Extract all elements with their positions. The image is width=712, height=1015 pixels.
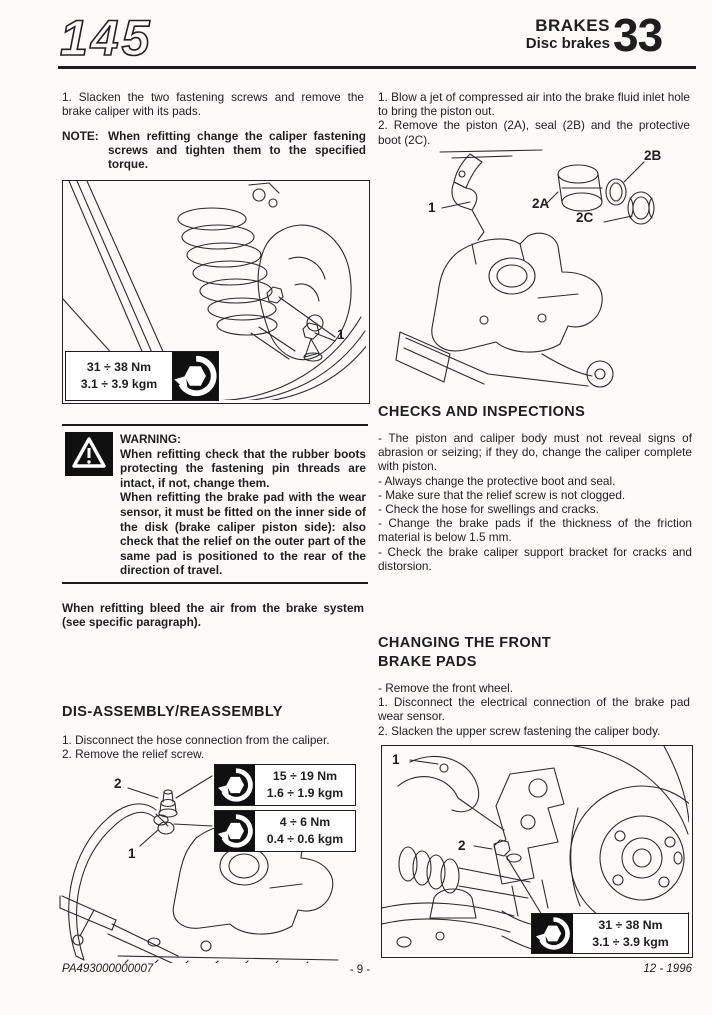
warning-paragraph-1: When refitting check that the rubber boots protecting the fastening pin threads are intact, if not, change them.	[120, 446, 366, 490]
pads-step: 1. Disconnect the electrical connection of the brake pad wear sensor.	[378, 695, 690, 724]
disassembly-step-1: 1. Disconnect the hose connection from the caliper.	[62, 733, 330, 747]
check-item: - Always change the protective boot and seal.	[378, 473, 616, 488]
torque-wrench-icon	[215, 765, 255, 805]
callout-2c: 2C	[576, 210, 594, 225]
torque-wrench-icon	[532, 914, 573, 953]
callout-1: 1	[392, 752, 400, 767]
edition-date: 12 - 1996	[643, 963, 692, 975]
torque-kgm: 3.1 ÷ 3.9 kgm	[592, 934, 669, 949]
figure-piston-seal-boot	[392, 148, 692, 395]
disassembly-heading: DIS-ASSEMBLY/REASSEMBLY	[62, 704, 283, 720]
callout-2b: 2B	[644, 148, 662, 163]
torque-box-caliper-body	[531, 913, 689, 954]
note-block	[62, 129, 366, 172]
section-subtitle: Disc brakes	[525, 35, 610, 52]
logo-145-text: 145	[60, 10, 153, 66]
note-text: When refitting change the caliper fastening screws and tighten them to the specified torque.	[108, 129, 366, 172]
torque-nm: 4 ÷ 6 Nm	[279, 815, 331, 829]
page-number: - 9 -	[349, 964, 371, 976]
torque-box-caliper-screws	[65, 351, 219, 401]
torque-kgm: 0.4 ÷ 0.6 kgm	[266, 832, 344, 846]
callout-1: 1	[428, 200, 436, 215]
warning-label: WARNING:	[120, 432, 181, 446]
piston-exploded-illustration	[392, 148, 692, 395]
pads-heading: CHANGING THE FRONT BRAKE PADS	[378, 635, 552, 670]
torque-nm: 31 ÷ 38 Nm	[86, 360, 152, 374]
warning-triangle-icon	[65, 432, 113, 476]
torque-kgm: 1.6 ÷ 1.9 kgm	[266, 786, 344, 800]
callout-1: 1	[337, 327, 345, 342]
bleed-note: When refitting bleed the air from the brake system (see specific paragraph).	[62, 601, 364, 630]
section-number: 33	[613, 9, 663, 61]
header-titles	[420, 16, 610, 53]
warning-block	[62, 424, 368, 584]
check-item: - Change the brake pads if the thickness of the friction material is below 1.5 mm.	[378, 516, 692, 545]
header-rule	[58, 66, 696, 69]
step-remove-caliper: 1. Slacken the two fastening screws and remove the brake caliper with its pads.	[62, 90, 364, 119]
callout-2a: 2A	[532, 196, 550, 211]
note-label: NOTE:	[62, 129, 99, 143]
pads-step: - Remove the front wheel.	[378, 681, 514, 695]
figure-hose-relief-screw	[58, 760, 368, 963]
check-item: - Check the brake caliper support bracket for cracks and distorsion.	[378, 544, 692, 573]
step-remove-piston: 2. Remove the piston (2A), seal (2B) and the protective boot (2C).	[378, 118, 690, 147]
document-code: PA493000000007	[62, 963, 154, 975]
warning-paragraph-2: When refitting the brake pad with the wear sensor, it must be fitted on the inner side of the disk (brake caliper piston side): also check that the relief on the outer part of the same pad is positioned to the rear of the direction of travel.	[120, 490, 366, 578]
torque-wrench-icon	[215, 811, 255, 851]
figure-caliper-fastening-screws	[62, 180, 370, 404]
torque-kgm: 3.1 ÷ 3.9 kgm	[80, 377, 158, 391]
callout-1: 1	[128, 846, 136, 861]
torque-wrench-icon	[172, 352, 218, 400]
step-blow-air: 1. Blow a jet of compressed air into the brake fluid inlet hole to bring the piston out.	[378, 90, 690, 119]
pads-step: 2. Slacken the upper screw fastening the caliper body.	[378, 723, 661, 738]
disassembly-steps	[62, 733, 366, 761]
torque-nm: 15 ÷ 19 Nm	[272, 769, 338, 783]
torque-box-hose-connection	[214, 764, 356, 806]
callout-2: 2	[114, 776, 122, 791]
torque-nm: 31 ÷ 38 Nm	[598, 917, 663, 932]
pads-steps	[378, 681, 690, 738]
check-item: - Check the hose for swellings and cracks.	[378, 502, 599, 517]
check-item: - Make sure that the relief screw is not clogged.	[378, 487, 626, 502]
checks-heading: CHECKS AND INSPECTIONS	[378, 404, 586, 420]
warning-text	[120, 432, 366, 578]
check-item: - The piston and caliper body must not reveal signs of abrasion or seizing; if they do, change the caliper complete with piston.	[378, 431, 692, 474]
disassembly-step-2: 2. Remove the relief screw.	[62, 747, 205, 762]
model-145-logo	[56, 10, 206, 66]
torque-box-relief-screw	[214, 810, 356, 852]
figure-front-caliper-screw	[381, 745, 693, 958]
piston-removal-steps	[378, 90, 690, 147]
section-title: BRAKES	[535, 16, 610, 35]
checks-list	[378, 431, 692, 573]
callout-2: 2	[458, 838, 466, 853]
